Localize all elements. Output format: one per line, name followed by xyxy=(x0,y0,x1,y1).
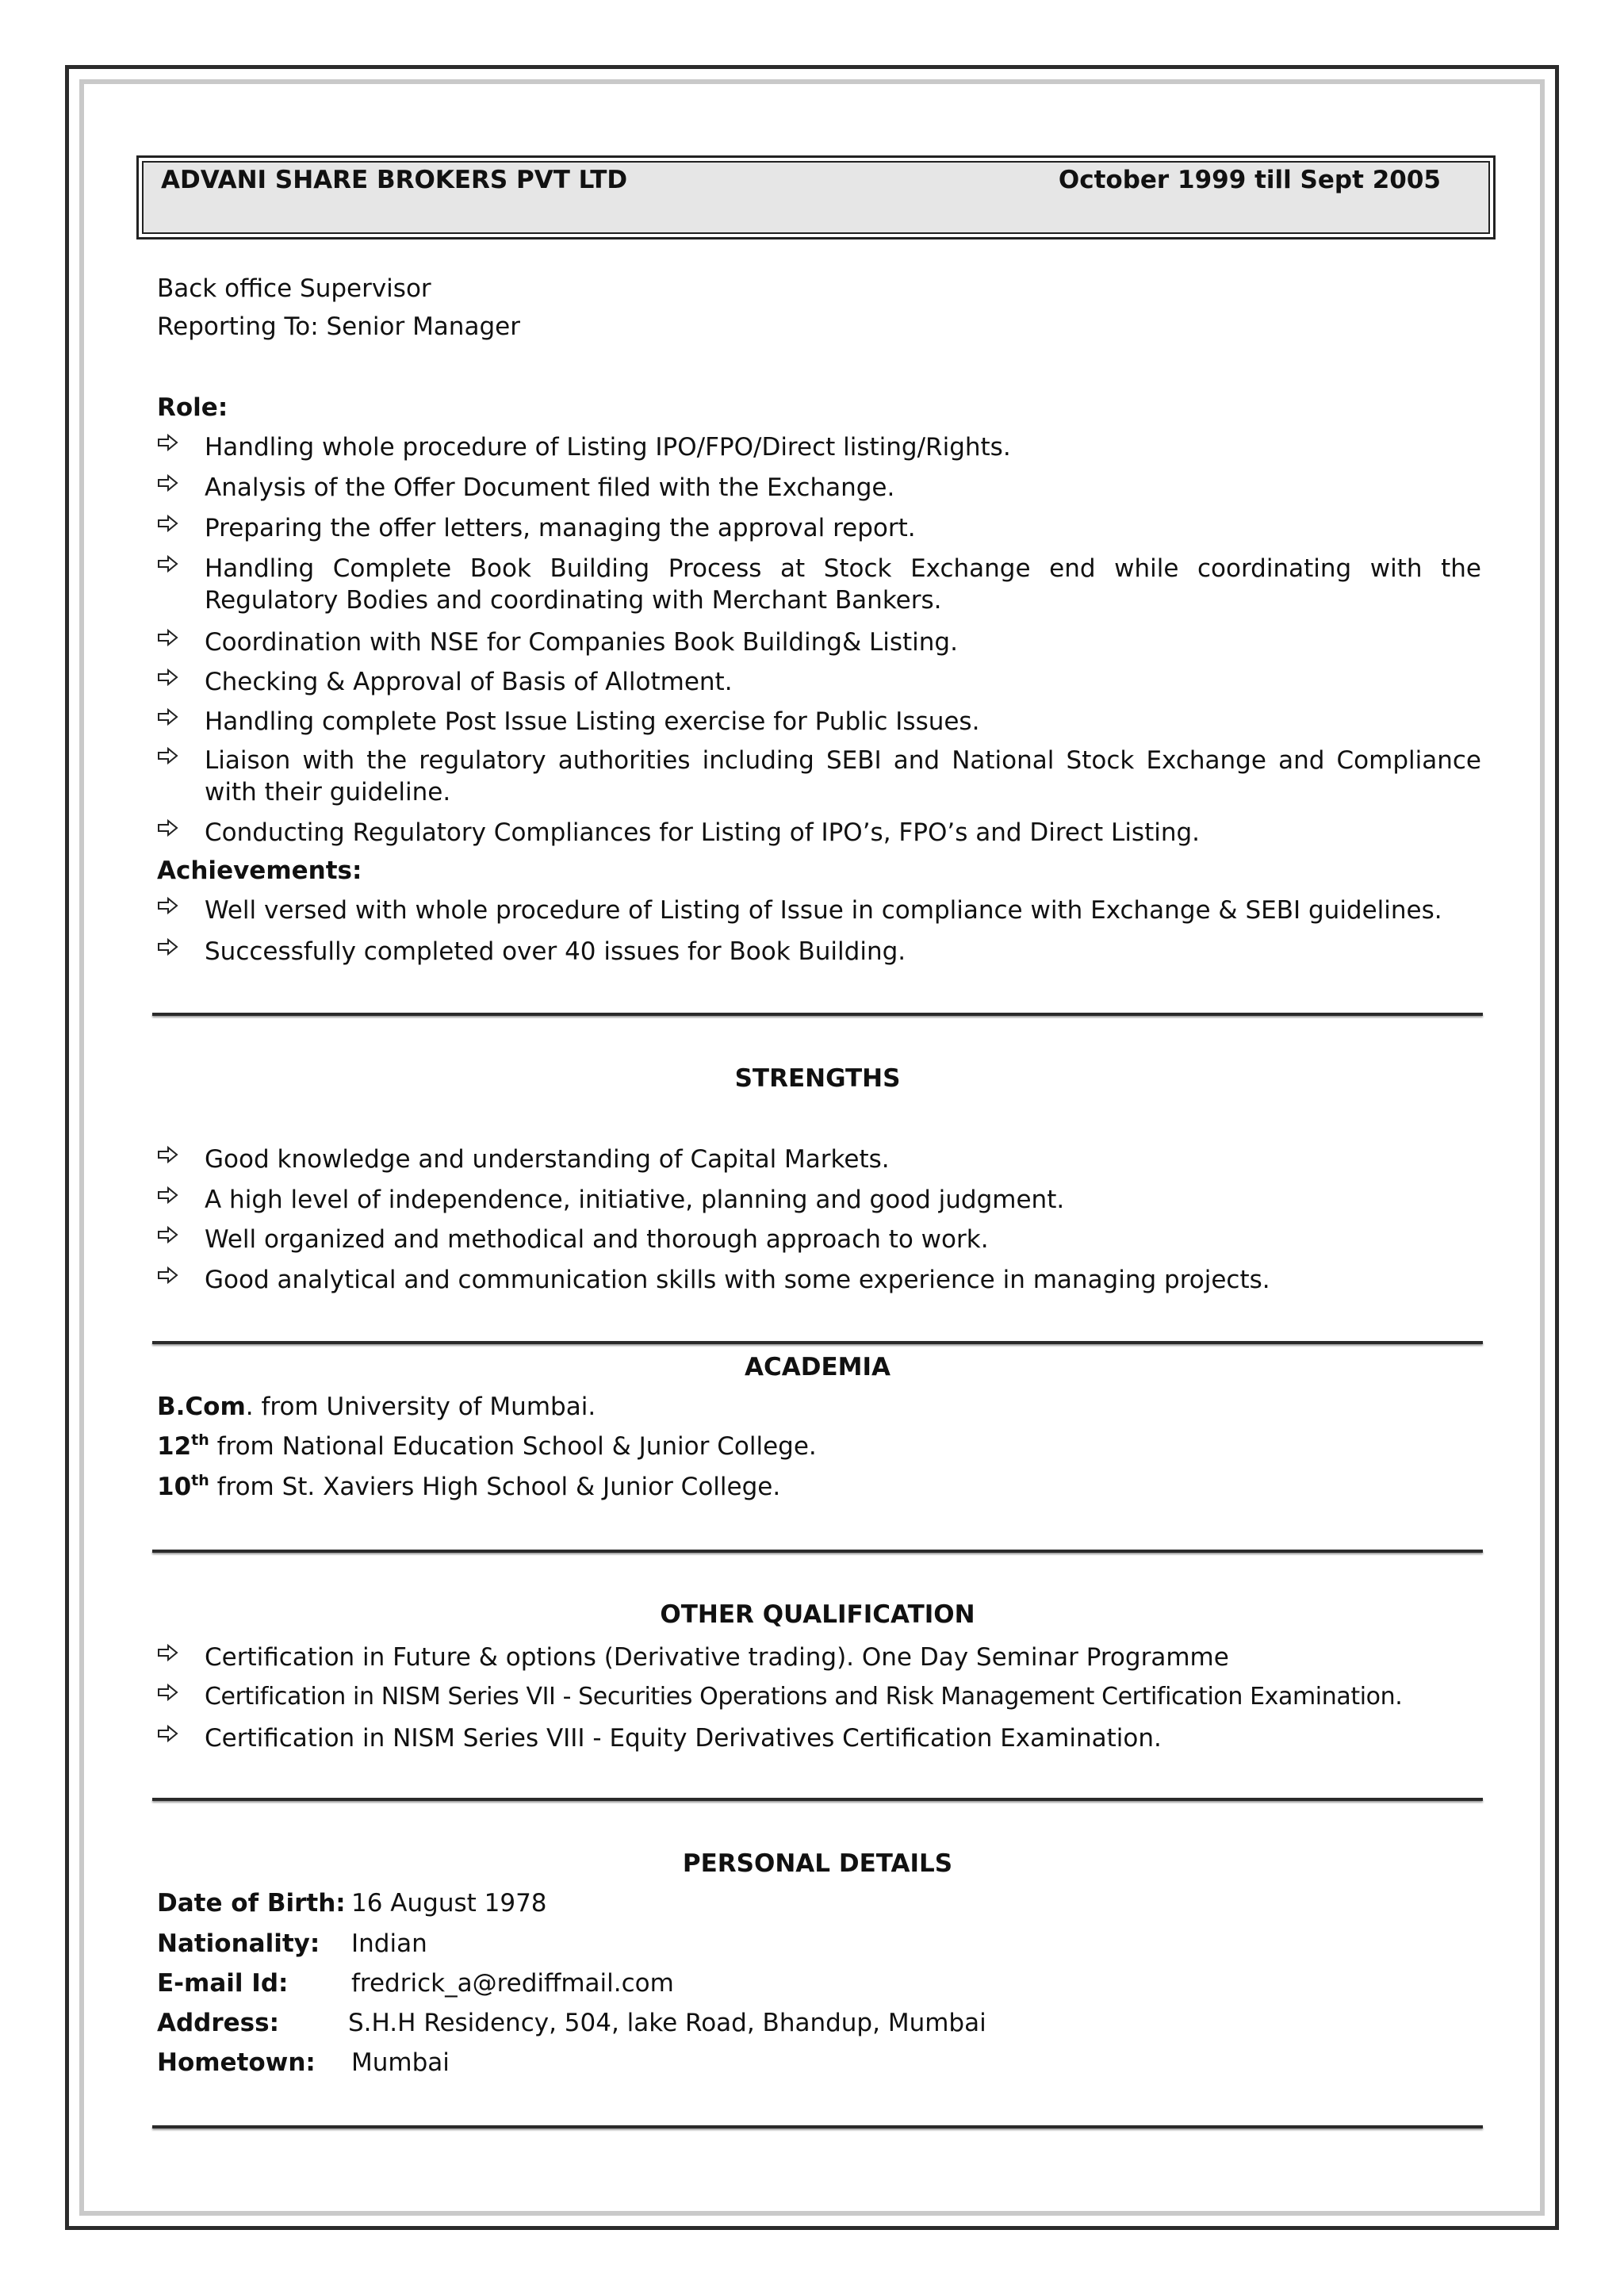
arrow-bullet-icon xyxy=(157,433,179,452)
section-divider xyxy=(152,1798,1483,1801)
role-item-text: Handling complete Post Issue Listing exercise for Public Issues. xyxy=(205,707,980,736)
nationality-value: Indian xyxy=(351,1929,427,1958)
email-value: fredrick_a@rediffmail.com xyxy=(351,1969,674,1998)
address-value: S.H.H Residency, 504, lake Road, Bhandup, Mumbai xyxy=(348,2009,986,2037)
employment-header-fill xyxy=(142,161,1490,234)
qualification-item-text: Certification in NISM Series VIII - Equity Derivatives Certification Examination. xyxy=(205,1724,1162,1753)
section-divider xyxy=(152,2125,1483,2128)
list-item xyxy=(157,512,1481,544)
strength-item-text: Well organized and methodical and thorough approach to work. xyxy=(205,1225,989,1254)
role-item-text: Preparing the offer letters, managing the approval report. xyxy=(205,514,916,542)
degree-name: 12 xyxy=(157,1432,192,1461)
role-item-text: Conducting Regulatory Compliances for Listing of IPO’s, FPO’s and Direct Listing. xyxy=(205,818,1201,847)
other-qualification-heading: OTHER QUALIFICATION xyxy=(660,1600,975,1629)
achievement-item-text: Successfully completed over 40 issues for Book Building. xyxy=(205,937,906,966)
achievements-heading: Achievements: xyxy=(157,856,362,885)
list-item xyxy=(157,626,1481,658)
role-item-text: Coordination with NSE for Companies Book Building& Listing. xyxy=(205,628,958,657)
arrow-bullet-icon xyxy=(157,514,179,533)
arrow-bullet-icon xyxy=(157,1724,179,1743)
degree-name: B.Com xyxy=(157,1393,246,1421)
list-item xyxy=(157,745,1481,808)
role-heading: Role: xyxy=(157,393,228,422)
employment-dates: October 1999 till Sept 2005 xyxy=(1058,166,1441,194)
qualification-item-text: Certification in Future & options (Derivative trading). One Day Seminar Programme xyxy=(205,1643,1229,1672)
arrow-bullet-icon xyxy=(157,937,179,956)
list-item xyxy=(157,1224,1481,1255)
degree-name: 10 xyxy=(157,1473,192,1501)
company-name: ADVANI SHARE BROKERS PVT LTD xyxy=(161,166,628,194)
academia-item xyxy=(157,1432,817,1461)
list-item xyxy=(157,1681,1481,1713)
hometown-label: Hometown: xyxy=(157,2048,316,2077)
list-item xyxy=(157,472,1481,504)
list-item xyxy=(157,1264,1481,1296)
qualification-item-text: Certification in NISM Series VII - Securities Operations and Risk Management Certification Examination. xyxy=(205,1683,1403,1711)
arrow-bullet-icon xyxy=(157,746,179,765)
arrow-bullet-icon xyxy=(157,896,179,915)
dob-value: 16 August 1978 xyxy=(351,1889,547,1918)
strength-item-text: Good analytical and communication skills with some experience in managing projects. xyxy=(205,1266,1270,1294)
personal-details-heading: PERSONAL DETAILS xyxy=(682,1849,953,1878)
degree-suffix: th xyxy=(191,1431,209,1449)
reporting-to: Reporting To: Senior Manager xyxy=(157,312,520,341)
arrow-bullet-icon xyxy=(157,1683,179,1702)
dob-label: Date of Birth: xyxy=(157,1889,346,1918)
academia-heading: ACADEMIA xyxy=(744,1353,891,1381)
arrow-bullet-icon xyxy=(157,1225,179,1244)
employment-header-box xyxy=(136,155,1496,239)
degree-detail: from St. Xaviers High School & Junior College. xyxy=(209,1473,781,1501)
degree-detail: from National Education School & Junior College. xyxy=(209,1432,817,1461)
list-item xyxy=(157,706,1481,738)
role-item-text: Checking & Approval of Basis of Allotment. xyxy=(205,668,733,696)
arrow-bullet-icon xyxy=(157,1643,179,1662)
list-item xyxy=(157,936,1481,967)
list-item xyxy=(157,1184,1481,1216)
role-item-text: Handling whole procedure of Listing IPO/FPO/Direct listing/Rights. xyxy=(205,433,1011,462)
arrow-bullet-icon xyxy=(157,1266,179,1285)
strength-item-text: Good knowledge and understanding of Capital Markets. xyxy=(205,1145,890,1174)
address-label: Address: xyxy=(157,2009,279,2037)
list-item xyxy=(157,1722,1481,1754)
list-item xyxy=(157,666,1481,698)
academia-item xyxy=(157,1393,596,1421)
list-item xyxy=(157,553,1481,616)
arrow-bullet-icon xyxy=(157,1186,179,1205)
role-item-text: Analysis of the Offer Document filed with the Exchange. xyxy=(205,473,895,502)
arrow-bullet-icon xyxy=(157,818,179,837)
email-label: E-mail Id: xyxy=(157,1969,289,1998)
list-item xyxy=(157,1144,1481,1175)
strengths-heading: STRENGTHS xyxy=(734,1064,901,1093)
arrow-bullet-icon xyxy=(157,668,179,687)
nationality-label: Nationality: xyxy=(157,1929,320,1958)
section-divider xyxy=(152,1550,1483,1553)
arrow-bullet-icon xyxy=(157,554,179,573)
arrow-bullet-icon xyxy=(157,707,179,726)
list-item xyxy=(157,895,1481,926)
list-item xyxy=(157,817,1481,849)
strength-item-text: A high level of independence, initiative, planning and good judgment. xyxy=(205,1186,1065,1214)
arrow-bullet-icon xyxy=(157,628,179,647)
arrow-bullet-icon xyxy=(157,473,179,492)
degree-detail: . from University of Mumbai. xyxy=(245,1393,596,1421)
list-item xyxy=(157,1642,1481,1673)
section-divider xyxy=(152,1341,1483,1344)
hometown-value: Mumbai xyxy=(351,2048,450,2077)
role-item-text: Handling Complete Book Building Process at Stock Exchange end while coordinating with the Regulatory Bodies and coordinating with Merchant Bankers. xyxy=(205,554,1481,615)
role-item-text: Liaison with the regulatory authorities including SEBI and National Stock Exchange and Compliance with their guideline. xyxy=(205,746,1481,807)
academia-item xyxy=(157,1473,780,1501)
section-divider xyxy=(152,1013,1483,1016)
degree-suffix: th xyxy=(191,1472,209,1489)
job-title: Back office Supervisor xyxy=(157,274,431,303)
list-item xyxy=(157,431,1481,463)
arrow-bullet-icon xyxy=(157,1145,179,1164)
achievement-item-text: Well versed with whole procedure of Listing of Issue in compliance with Exchange & SEBI guidelines. xyxy=(205,896,1442,925)
